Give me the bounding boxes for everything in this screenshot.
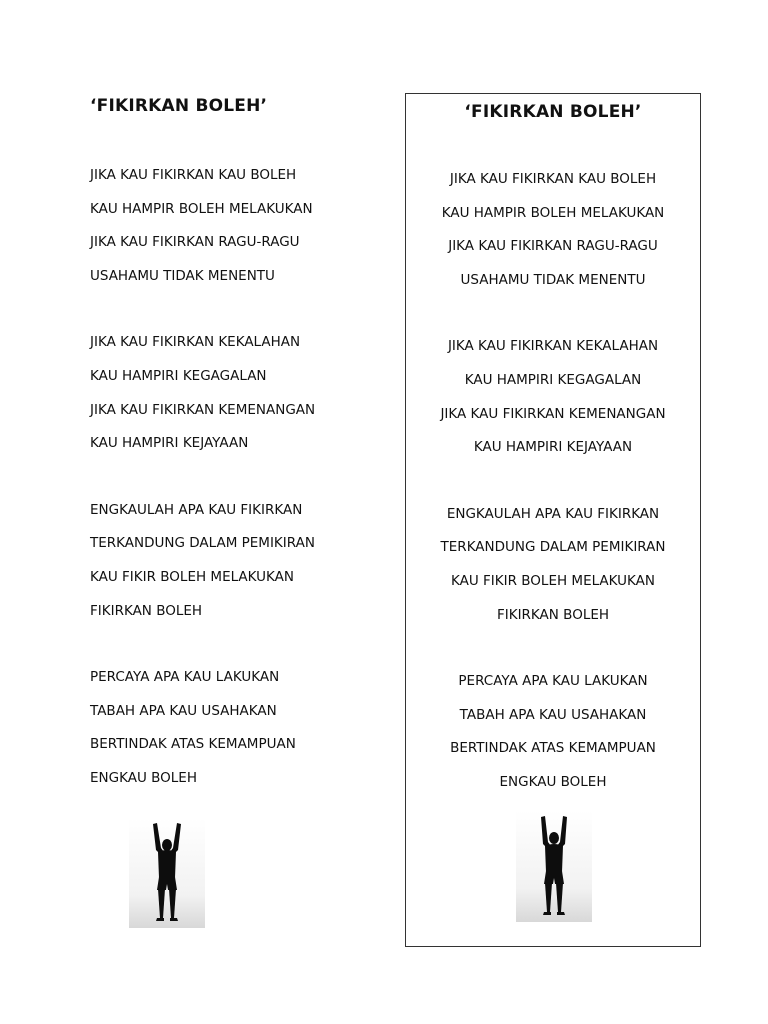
person-arms-raised-icon	[129, 818, 205, 928]
poem-line: PERCAYA APA KAU LAKUKAN	[90, 669, 280, 686]
poem-line: JIKA KAU FIKIRKAN KAU BOLEH	[449, 171, 657, 187]
poem-line: BERTINDAK ATAS KEMAMPUAN	[90, 736, 296, 753]
poem-line: ENGKAU BOLEH	[499, 773, 607, 790]
poem-line: TABAH APA KAU USAHAKAN	[459, 706, 647, 723]
poem-line: ENGKAULAH APA KAU FIKIRKAN	[90, 501, 303, 518]
poem-line: FIKIRKAN BOLEH	[90, 602, 203, 619]
poem-line: JIKA KAU FIKIRKAN KEMENANGAN	[90, 401, 316, 418]
person-arms-raised-icon	[516, 810, 592, 922]
poem-line: JIKA KAU FIKIRKAN RAGU-RAGU	[448, 238, 658, 255]
left-stanza-4	[90, 664, 380, 798]
poem-line: BERTINDAK ATAS KEMAMPUAN	[450, 740, 656, 757]
right-stanza-1	[406, 166, 700, 300]
left-stanza-3	[90, 497, 380, 631]
poem-line: KAU HAMPIR BOLEH MELAKUKAN	[441, 204, 665, 221]
poem-line: KAU HAMPIRI KEGAGALAN	[90, 367, 267, 384]
poem-line: JIKA KAU FIKIRKAN KEKALAHAN	[447, 338, 659, 355]
poem-line: KAU HAMPIRI KEGAGALAN	[464, 371, 642, 388]
poem-line: KAU FIKIR BOLEH MELAKUKAN	[451, 572, 655, 589]
right-stanza-3	[406, 501, 700, 635]
left-stanza-2	[90, 329, 380, 463]
poem-line: JIKA KAU FIKIRKAN KEKALAHAN	[90, 334, 301, 351]
poem-line: JIKA KAU FIKIRKAN RAGU-RAGU	[90, 234, 300, 251]
poem-line: FIKIRKAN BOLEH	[496, 606, 610, 623]
poem-line: USAHAMU TIDAK MENENTU	[90, 267, 275, 284]
right-poem-title: ‘FIKIRKAN BOLEH’	[464, 102, 642, 122]
poem-line: KAU HAMPIRI KEJAYAAN	[90, 435, 249, 452]
right-poem	[406, 94, 700, 836]
poem-line: TERKANDUNG DALAM PEMIKIRAN	[90, 535, 315, 552]
poem-line: PERCAYA APA KAU LAKUKAN	[458, 673, 648, 690]
poem-line: KAU HAMPIRI KEJAYAAN	[473, 439, 633, 456]
poem-line: KAU FIKIR BOLEH MELAKUKAN	[90, 568, 294, 585]
left-poem-title: ‘FIKIRKAN BOLEH’	[90, 96, 268, 116]
poem-line: JIKA KAU FIKIRKAN KEMENANGAN	[440, 405, 666, 422]
poem-line: TERKANDUNG DALAM PEMIKIRAN	[440, 539, 666, 556]
right-poem-box	[405, 93, 701, 947]
poem-line: KAU HAMPIR BOLEH MELAKUKAN	[90, 200, 313, 217]
poem-line: USAHAMU TIDAK MENENTU	[460, 271, 646, 288]
right-stanza-2	[406, 333, 700, 467]
poem-line: ENGKAU BOLEH	[90, 769, 197, 786]
right-stanza-4	[406, 668, 700, 802]
poem-line: JIKA KAU FIKIRKAN KAU BOLEH	[90, 167, 297, 183]
poem-line: ENGKAULAH APA KAU FIKIRKAN	[446, 505, 660, 522]
left-poem	[90, 92, 380, 832]
left-stanza-1	[90, 162, 380, 296]
poem-line: TABAH APA KAU USAHAKAN	[90, 702, 277, 719]
